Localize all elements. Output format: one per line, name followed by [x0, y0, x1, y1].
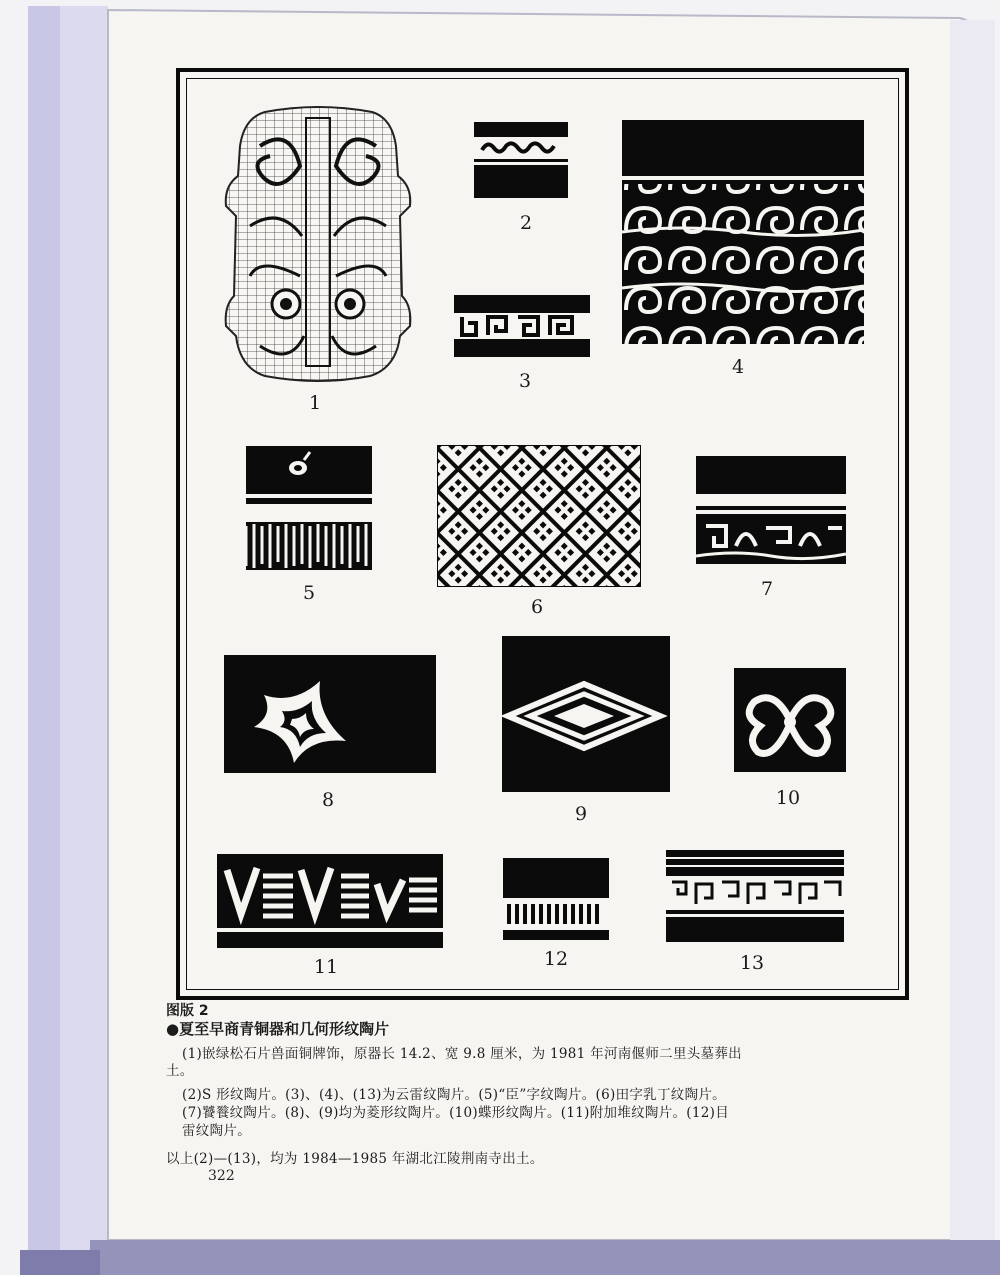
plate-number-9: 9 [574, 803, 588, 825]
plate-number-11: 11 [313, 956, 339, 978]
caption-line-4: (7)饕餮纹陶片。(8)、(9)均为菱形纹陶片。(10)蝶形纹陶片。(11)附加堆纹陶片。(12)目 [182, 1105, 730, 1121]
plate-label: 图版 2 [166, 1003, 209, 1019]
plate-12-eye-thunder-pattern [503, 858, 609, 940]
plate-1-bronze-plaque [220, 106, 416, 382]
plate-number-13: 13 [739, 952, 765, 974]
plate-number-8: 8 [321, 789, 335, 811]
caption-line-6: 以上(2)—(13)，均为 1984—1985 年湖北江陵荆南寺出土。 [166, 1151, 544, 1167]
plate-13-cloud-thunder [666, 850, 844, 942]
plate-number-6: 6 [530, 596, 544, 618]
plate-4-cloud-thunder-large [622, 120, 864, 344]
plate-number-1: 1 [308, 392, 322, 414]
plate-3-cloud-thunder [454, 295, 590, 357]
plate-6-field-nipple-pattern [437, 445, 641, 587]
caption-title: ●夏至早商青铜器和几何形纹陶片 [166, 1020, 390, 1038]
caption-line-2: 土。 [166, 1063, 194, 1079]
caption-line-3: (2)S 形纹陶片。(3)、(4)、(13)为云雷纹陶片。(5)“臣”字纹陶片。(6)田字乳丁纹陶片。 [182, 1087, 726, 1103]
plate-5-chen-pattern [246, 446, 372, 570]
plate-number-5: 5 [302, 582, 316, 604]
page-number: 322 [208, 1168, 235, 1184]
plate-number-2: 2 [519, 212, 533, 234]
plate-number-12: 12 [543, 948, 569, 970]
plate-number-3: 3 [518, 370, 532, 392]
plate-10-butterfly-pattern [734, 668, 846, 772]
plate-number-4: 4 [731, 356, 745, 378]
plate-number-10: 10 [775, 787, 801, 809]
plate-7-taotie-pattern [696, 456, 846, 564]
plate-8-rhombus-pattern [224, 655, 436, 773]
caption-line-5: 雷纹陶片。 [182, 1123, 251, 1139]
plate-11-applique-pattern [217, 854, 443, 948]
caption-line-1: (1)嵌绿松石片兽面铜牌饰，原器长 14.2、宽 9.8 厘米，为 1981 年河南偃师二里头墓葬出 [182, 1046, 742, 1062]
plate-2-s-pattern [474, 122, 568, 198]
plate-9-rhombus-pattern [502, 636, 670, 792]
plate-number-7: 7 [760, 578, 774, 600]
